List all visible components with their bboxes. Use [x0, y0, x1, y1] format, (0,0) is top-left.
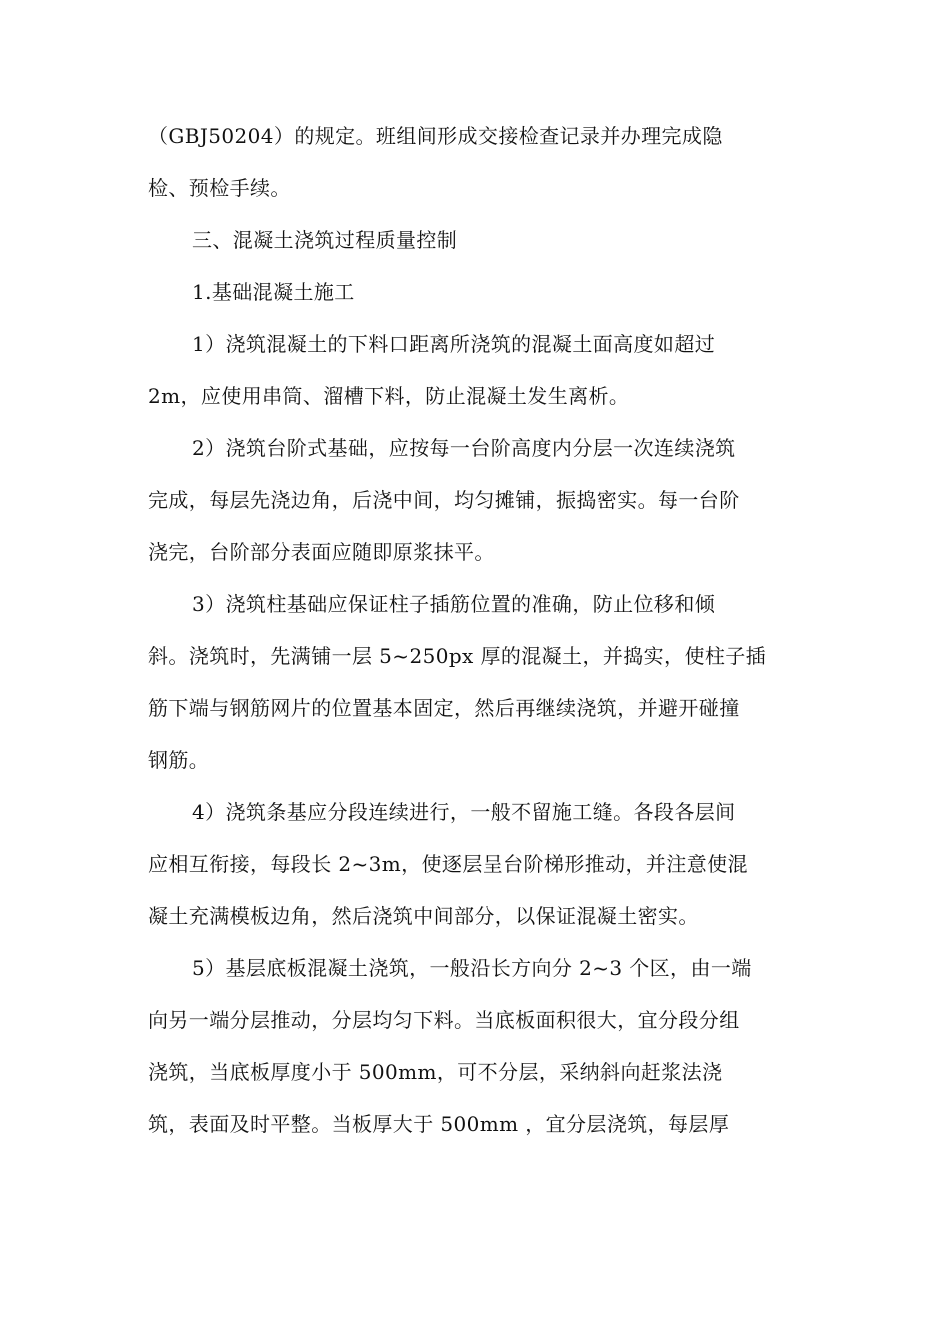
text-line: 应相互衔接，每段长 2~3m，使逐层呈台阶梯形推动，并注意使混 — [148, 852, 748, 876]
text-line: 4）浇筑条基应分段连续进行，一般不留施工缝。各段各层间 — [192, 800, 736, 824]
text-line: 斜。浇筑时，先满铺一层 5~250px 厚的混凝土，并捣实，使柱子插 — [148, 644, 767, 668]
section-heading: 三、混凝土浇筑过程质量控制 — [192, 228, 458, 252]
text-line: 完成，每层先浇边角，后浇中间，均匀摊铺，振捣密实。每一台阶 — [148, 488, 740, 512]
text-line: 筋下端与钢筋网片的位置基本固定，然后再继续浇筑，并避开碰撞 — [148, 696, 740, 720]
text-line: 2m，应使用串筒、溜槽下料，防止混凝土发生离析。 — [148, 384, 630, 408]
text-line: 检、预检手续。 — [148, 176, 291, 200]
text-line: 1）浇筑混凝土的下料口距离所浇筑的混凝土面高度如超过 — [192, 332, 716, 356]
text-line: 向另一端分层推动，分层均匀下料。当底板面积很大，宜分段分组 — [148, 1008, 740, 1032]
text-line: 筑，表面及时平整。当板厚大于 500mm ，宜分层浇筑，每层厚 — [148, 1112, 730, 1136]
subsection-heading: 1.基础混凝土施工 — [192, 280, 355, 304]
text-line: 凝土充满模板边角，然后浇筑中间部分，以保证混凝土密实。 — [148, 904, 699, 928]
text-line: （GBJ50204）的规定。班组间形成交接检查记录并办理完成隐 — [148, 124, 723, 148]
text-line: 浇筑，当底板厚度小于 500mm，可不分层，采纳斜向赶浆法浇 — [148, 1060, 723, 1084]
text-line: 5）基层底板混凝土浇筑，一般沿长方向分 2~3 个区，由一端 — [192, 956, 752, 980]
text-line: 浇完，台阶部分表面应随即原浆抹平。 — [148, 540, 495, 564]
text-line: 2）浇筑台阶式基础，应按每一台阶高度内分层一次连续浇筑 — [192, 436, 736, 460]
text-line: 钢筋。 — [148, 748, 210, 772]
text-line: 3）浇筑柱基础应保证柱子插筋位置的准确，防止位移和倾 — [192, 592, 716, 616]
